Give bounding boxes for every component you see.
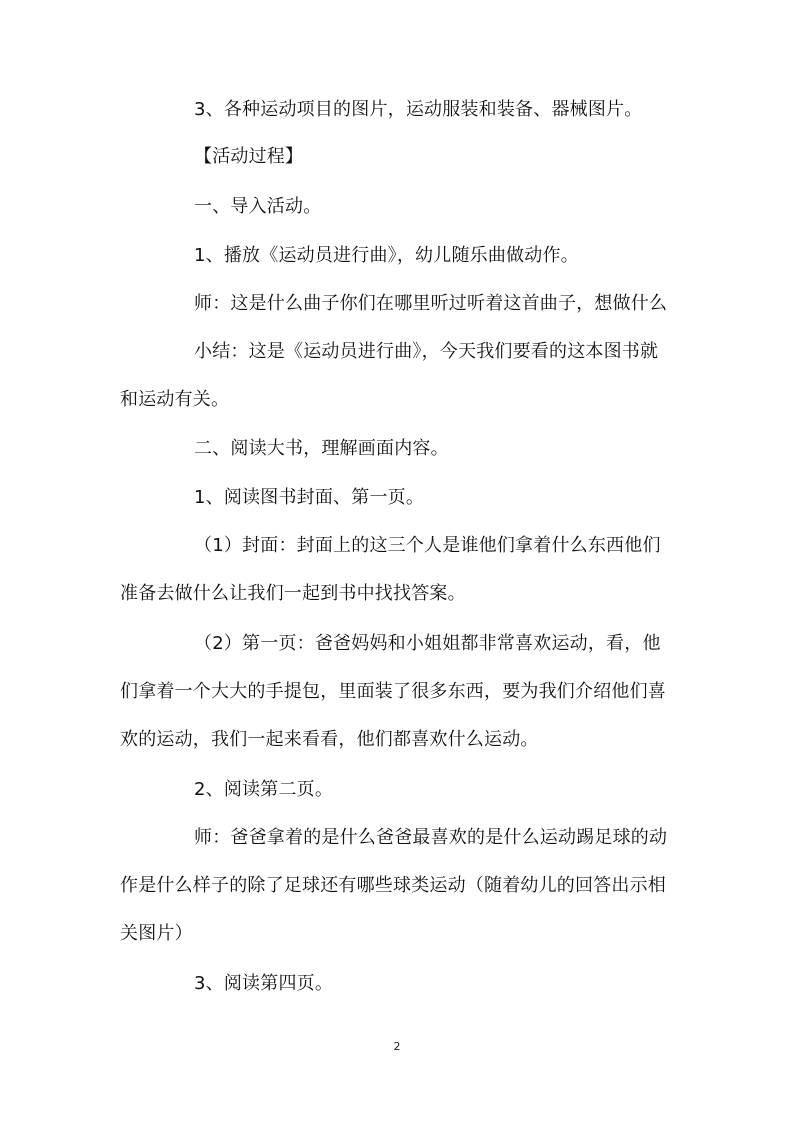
heading-part-two: 二、阅读大书，理解画面内容。 — [194, 438, 449, 459]
text-line-teacher-question: 师：这是什么曲子你们在哪里听过听着这首曲子，想做什么 — [194, 293, 668, 314]
text-line-materials-3: 3、各种运动项目的图片，运动服装和装备、器械图片。 — [194, 99, 643, 120]
text-line-read-page-4: 3、阅读第四页。 — [194, 973, 334, 994]
text-line-cover-question: （1）封面：封面上的这三个人是谁他们拿着什么东西他们 — [194, 535, 661, 556]
text-line-first-page: （2）第一页：爸爸妈妈和小姐姐都非常喜欢运动，看，他 — [194, 633, 661, 654]
section-heading-activity-process: 【活动过程】 — [194, 146, 304, 167]
text-line-first-page-cont-1: 们拿着一个大大的手提包，里面装了很多东西，要为我们介绍他们喜 — [120, 681, 666, 702]
page-number: 2 — [393, 1040, 401, 1053]
text-line-page-2-cont-2: 关图片） — [120, 923, 193, 944]
heading-part-one: 一、导入活动。 — [194, 196, 322, 217]
text-line-step-1: 1、播放《运动员进行曲》，幼儿随乐曲做动作。 — [194, 245, 579, 266]
text-line-cover-question-cont: 准备去做什么让我们一起到书中找找答案。 — [120, 583, 466, 604]
text-line-first-page-cont-2: 欢的运动，我们一起来看看，他们都喜欢什么运动。 — [120, 729, 539, 750]
text-line-page-2-teacher: 师：爸爸拿着的是什么爸爸最喜欢的是什么运动踢足球的动 — [194, 827, 668, 848]
text-line-summary: 小结：这是《运动员进行曲》，今天我们要看的这本图书就 — [194, 341, 659, 362]
text-line-page-2-cont-1: 作是什么样子的除了足球还有哪些球类运动（随着幼儿的回答出示相 — [120, 875, 666, 896]
text-line-read-page-2: 2、阅读第二页。 — [194, 779, 334, 800]
text-line-read-cover: 1、阅读图书封面、第一页。 — [194, 487, 425, 508]
text-line-summary-cont: 和运动有关。 — [120, 389, 230, 410]
